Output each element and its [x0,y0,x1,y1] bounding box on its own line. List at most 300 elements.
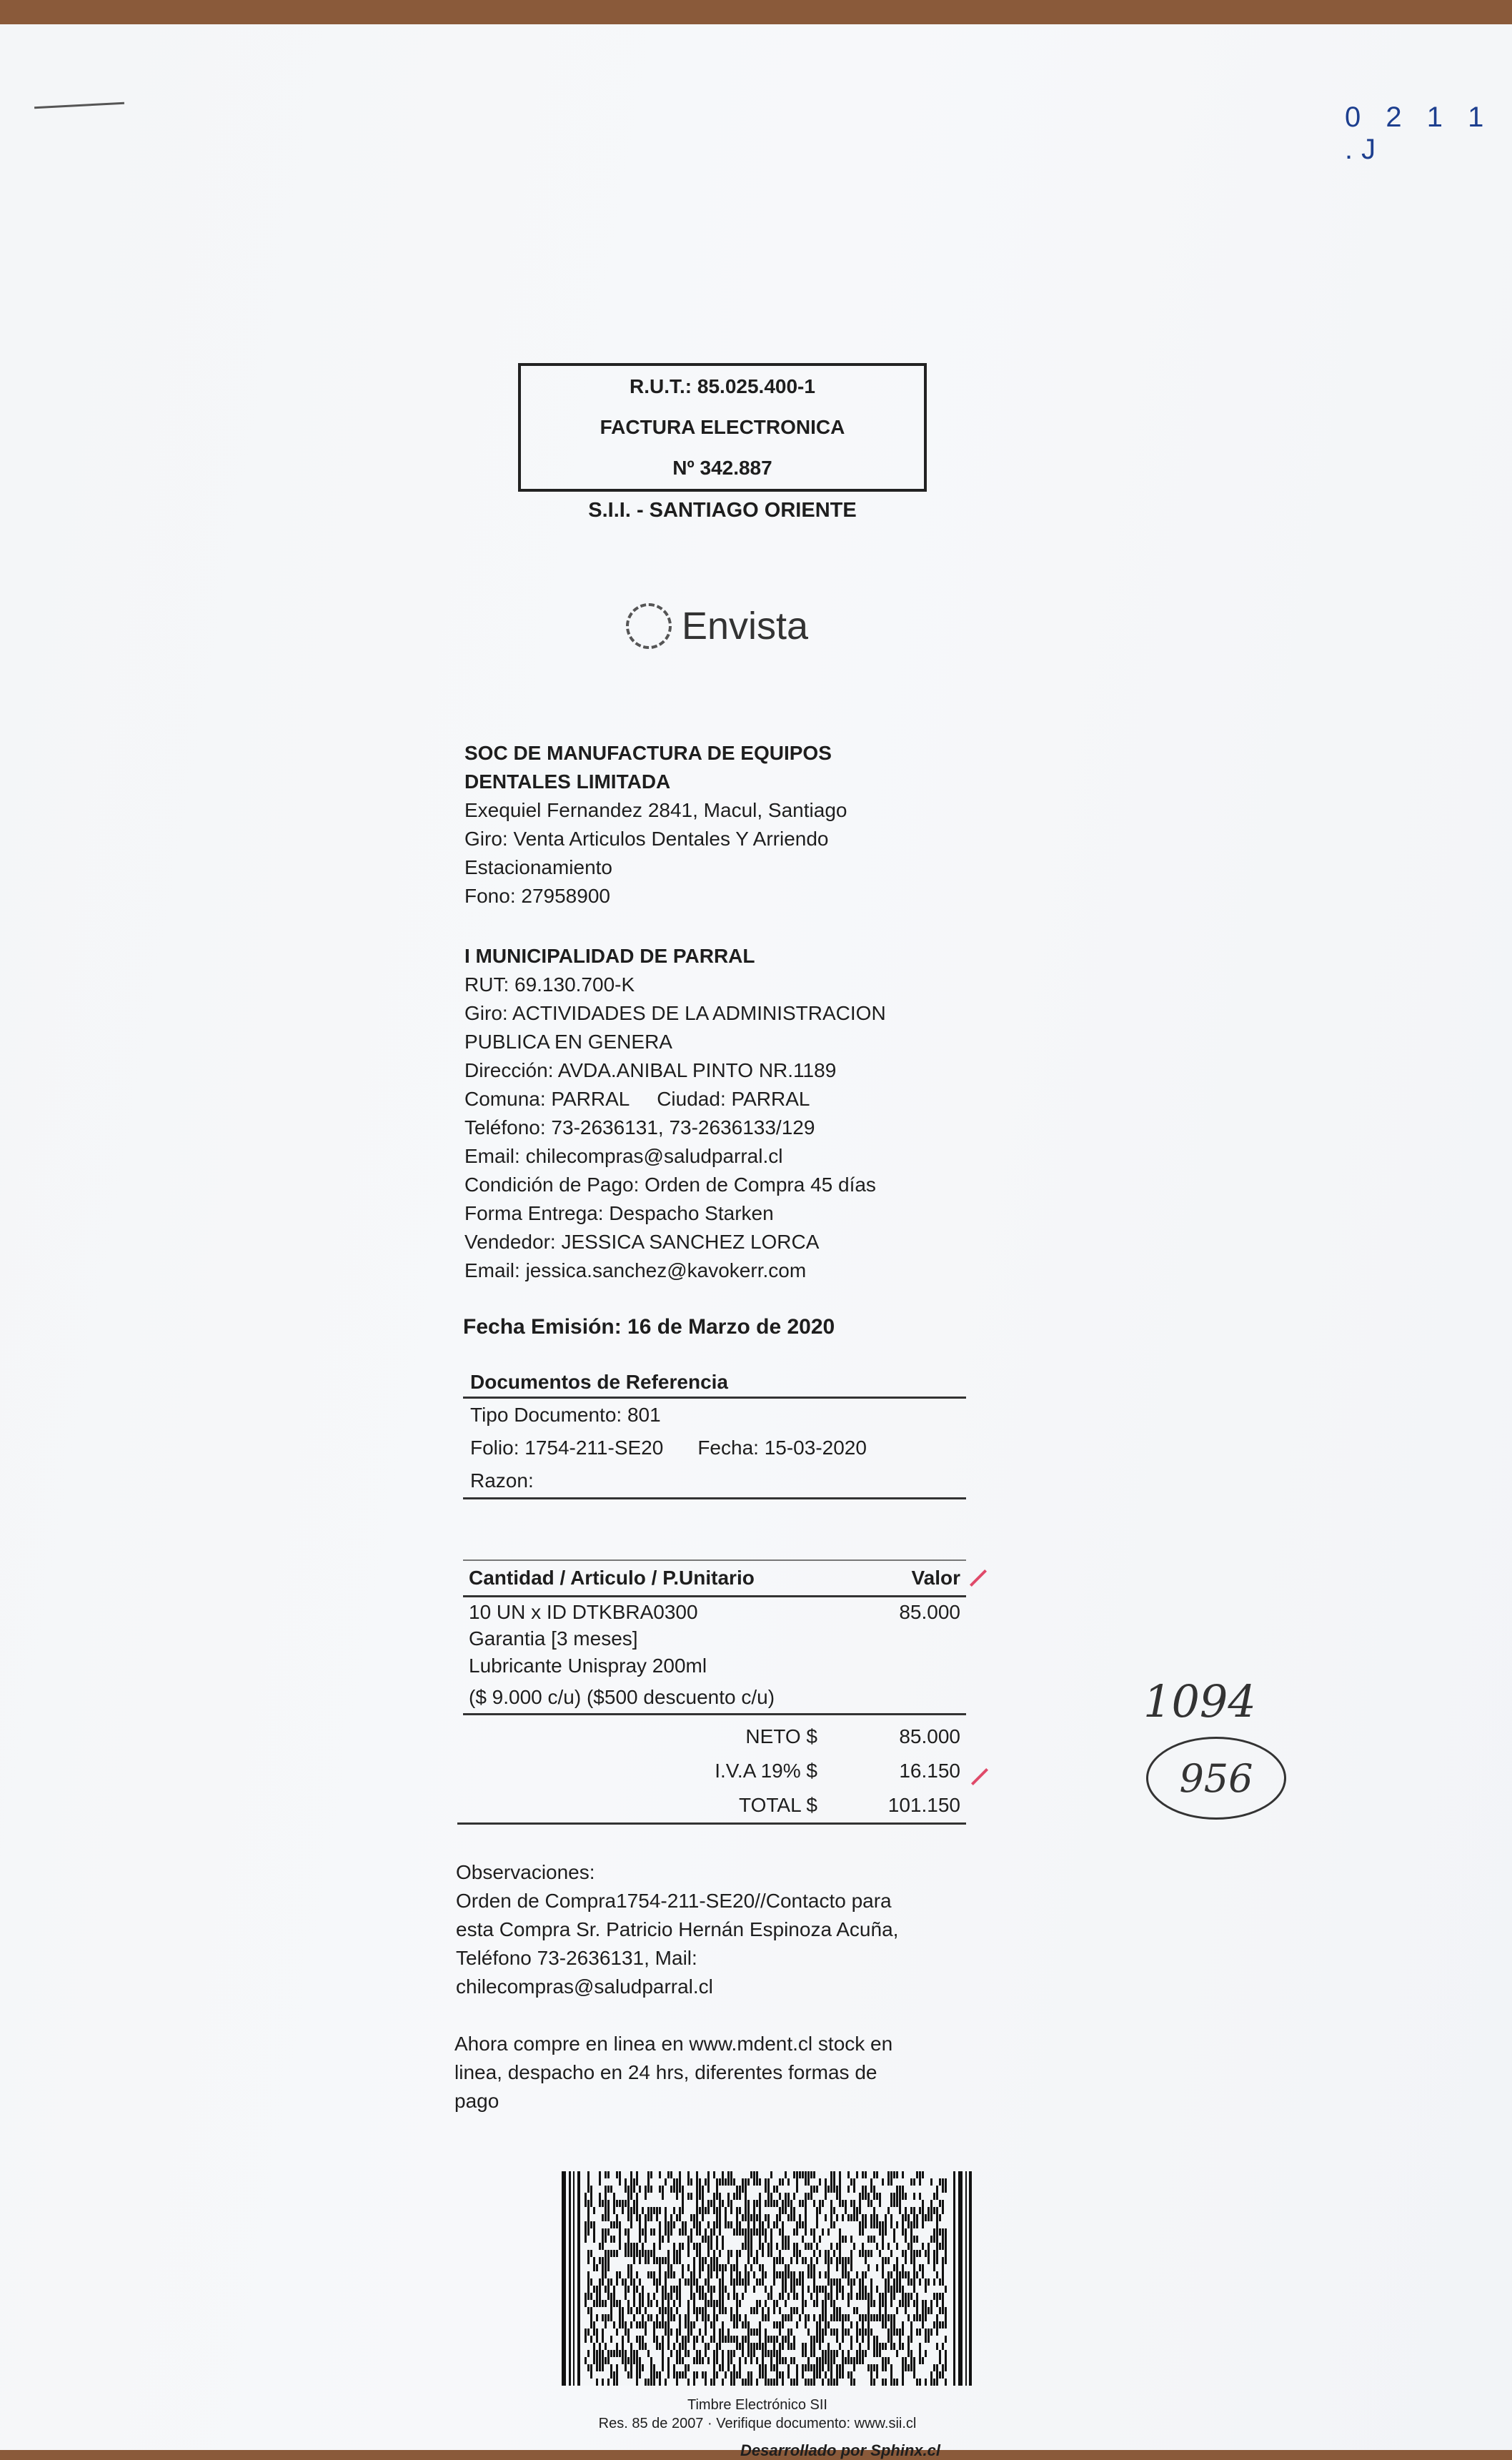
barcode-module [696,2214,698,2221]
barcode-module [673,2300,675,2307]
barcode-module [730,2271,732,2278]
barcode-module [842,2286,844,2293]
barcode-module [853,2178,855,2186]
barcode-module [762,2343,764,2350]
barcode-module [705,2236,707,2243]
barcode-module [833,2221,835,2228]
barcode-module [719,2228,721,2236]
barcode-module [753,2221,755,2228]
barcode-module [607,2286,610,2293]
barcode-module [782,2207,784,2214]
barcode-module [693,2321,695,2328]
barcode-module [713,2357,715,2364]
barcode-module [742,2336,744,2343]
barcode-module [619,2314,621,2321]
barcode-module [702,2207,704,2214]
barcode-module [685,2350,687,2357]
barcode-module [605,2300,607,2307]
barcode-module [862,2278,864,2286]
barcode-module [859,2314,861,2321]
barcode-module [619,2300,621,2307]
referencia-block [463,1368,966,1499]
barcode-module [699,2243,701,2250]
barcode-module [573,2171,575,2386]
barcode-module [659,2321,661,2328]
barcode-module [933,2364,935,2371]
doc-type: FACTURA ELECTRONICA [600,415,845,438]
barcode-module [936,2300,938,2307]
barcode-module [885,2286,887,2293]
barcode-module [707,2264,710,2271]
barcode-module [696,2350,698,2357]
barcode-module [776,2350,778,2357]
issuer-name-2: DENTALES LIMITADA [464,770,671,793]
barcode-module [613,2300,615,2307]
barcode-module [836,2186,838,2193]
barcode-module [730,2350,732,2357]
barcode-module [613,2371,615,2379]
barcode-module [593,2236,595,2243]
barcode-module [639,2257,641,2264]
barcode-module [613,2236,615,2243]
barcode-module [730,2357,732,2364]
barcode-module [890,2300,892,2307]
barcode-module [627,2286,630,2293]
barcode-module [633,2200,635,2207]
barcode-module [767,2200,770,2207]
barcode-module [665,2278,667,2286]
barcode-module [742,2243,744,2250]
barcode-module [787,2328,790,2336]
barcode-module [659,2257,661,2264]
barcode-module [665,2379,667,2386]
barcode-module [810,2379,812,2386]
barcode-module [616,2271,618,2278]
barcode-module [759,2207,761,2214]
barcode-module [865,2257,867,2264]
barcode-module [645,2328,647,2336]
barcode-module [876,2314,878,2321]
barcode-module [873,2336,875,2343]
barcode-module [716,2357,718,2364]
item-line-2: Garantia [3 meses] [469,1627,638,1650]
barcode-module [627,2328,630,2336]
barcode-module [916,2214,918,2221]
barcode-module [787,2343,790,2350]
barcode-module [662,2193,664,2200]
barcode-module [616,2379,618,2386]
barcode-module [662,2286,664,2293]
barcode-module [876,2171,878,2178]
barcode-module [645,2307,647,2314]
barcode-module [850,2321,852,2328]
barcode-module [682,2357,684,2364]
barcode-module [945,2307,947,2314]
barcode-module [685,2321,687,2328]
barcode-module [939,2350,941,2357]
barcode-module [945,2236,947,2243]
barcode-module [656,2214,658,2221]
barcode-module [713,2350,715,2357]
barcode-module [687,2364,690,2371]
barcode-module [893,2171,895,2178]
barcode-module [905,2257,907,2264]
barcode-module [653,2257,655,2264]
barcode-module [622,2357,624,2364]
barcode-module [636,2307,638,2314]
barcode-module [782,2357,784,2364]
barcode-module [859,2350,861,2357]
barcode-module [805,2228,807,2236]
barcode-module [699,2193,701,2200]
barcode-module [896,2307,898,2314]
barcode-module [625,2357,627,2364]
barcode-module [827,2278,830,2286]
barcode-module [847,2314,850,2321]
barcode-module [939,2293,941,2300]
barcode-module [925,2307,927,2314]
barcode-module [733,2350,735,2357]
barcode-module [627,2271,630,2278]
barcode-module [882,2257,884,2264]
barcode-module [893,2278,895,2286]
barcode-module [907,2271,910,2278]
barcode-module [945,2228,947,2236]
barcode-module [862,2193,864,2200]
barcode-module [647,2186,650,2193]
barcode-module [596,2357,598,2364]
barcode-module [733,2264,735,2271]
barcode-module [610,2278,612,2286]
barcode-module [722,2243,724,2250]
barcode-module [782,2343,784,2350]
barcode-module [716,2257,718,2264]
barcode-module [885,2300,887,2307]
barcode-module [773,2364,775,2371]
iva-row [457,1754,966,1788]
barcode-module [859,2343,861,2350]
barcode-module [639,2278,641,2286]
barcode-module [856,2328,858,2336]
observaciones-title: Observaciones: [456,1861,595,1883]
barcode-module [707,2343,710,2350]
barcode-module [736,2336,738,2343]
barcode-module [647,2300,650,2307]
barcode-module [730,2250,732,2257]
barcode-module [770,2250,772,2257]
barcode-module [722,2328,724,2336]
barcode-module [796,2228,798,2236]
barcode-module [722,2300,724,2307]
barcode-module [770,2236,772,2243]
barcode-module [587,2178,590,2186]
barcode-module [593,2207,595,2214]
barcode-module [687,2171,690,2178]
barcode-module [665,2178,667,2186]
barcode-module [645,2193,647,2200]
barcode-module [716,2314,718,2321]
barcode-module [890,2328,892,2336]
barcode-module [679,2293,681,2300]
barcode-module [633,2350,635,2357]
barcode-module [616,2371,618,2379]
company-logo [626,603,808,649]
barcode-module [736,2371,738,2379]
issuer-name-1: SOC DE MANUFACTURA DE EQUIPOS [464,742,832,764]
barcode-module [936,2271,938,2278]
barcode-module [807,2364,810,2371]
barcode-module [893,2343,895,2350]
barcode-module [779,2357,781,2364]
barcode-module [887,2207,890,2214]
barcode-module [896,2278,898,2286]
barcode-module [696,2314,698,2321]
barcode-module [825,2321,827,2328]
barcode-module [645,2343,647,2350]
barcode-module [907,2221,910,2228]
barcode-module [936,2236,938,2243]
barcode-module [865,2350,867,2357]
barcode-module [667,2228,670,2236]
issuer-giro-2: Estacionamiento [464,856,613,878]
barcode-module [876,2221,878,2228]
barcode-module [762,2271,764,2278]
barcode-module [893,2286,895,2293]
barcode-module [616,2343,618,2350]
barcode-module [810,2350,812,2357]
barcode-module [782,2243,784,2250]
barcode-module [830,2293,832,2300]
barcode-module [642,2250,644,2257]
barcode-module [707,2278,710,2286]
barcode-module [767,2186,770,2193]
barcode-module [779,2193,781,2200]
barcode-module [747,2321,750,2328]
barcode-module [625,2243,627,2250]
barcode-module [756,2328,758,2336]
barcode-module [787,2271,790,2278]
barcode-module [830,2257,832,2264]
barcode-module [862,2336,864,2343]
barcode-module [707,2286,710,2293]
barcode-module [939,2214,941,2221]
barcode-module [785,2278,787,2286]
customer-telefono: Teléfono: 73-2636131, 73-2636133/129 [464,1116,815,1139]
barcode-module [936,2343,938,2350]
barcode-module [676,2186,678,2193]
barcode-module [856,2336,858,2343]
barcode-module [885,2357,887,2364]
barcode-module [905,2271,907,2278]
barcode-module [805,2350,807,2357]
barcode-module [785,2236,787,2243]
barcode-module [819,2286,821,2293]
barcode-module [913,2257,915,2264]
barcode-module [702,2193,704,2200]
barcode-module [596,2364,598,2371]
barcode-module [679,2214,681,2221]
barcode-module [913,2193,915,2200]
barcode-module [933,2228,935,2236]
barcode-module [902,2357,904,2364]
barcode-module [902,2250,904,2257]
barcode-module [896,2193,898,2200]
barcode-module [627,2300,630,2307]
observaciones-line-4: chilecompras@saludparral.cl [456,1975,713,1998]
barcode-module [850,2286,852,2293]
barcode-module [687,2264,690,2271]
barcode-module [773,2221,775,2228]
barcode-module [776,2336,778,2343]
barcode-module [796,2186,798,2193]
neto-row [457,1720,966,1754]
barcode-module [613,2221,615,2228]
barcode-module [647,2171,650,2178]
barcode-module [742,2350,744,2357]
barcode-module [836,2257,838,2264]
barcode-module [696,2243,698,2250]
barcode-module [958,2171,963,2386]
barcode-module [659,2243,661,2250]
barcode-module [767,2314,770,2321]
barcode-module [590,2321,592,2328]
barcode-module [867,2264,870,2271]
barcode-module [850,2214,852,2221]
barcode-module [945,2257,947,2264]
barcode-module [787,2178,790,2186]
timbre-label: Timbre Electrónico SII [687,2397,827,2413]
barcode-module [605,2343,607,2350]
barcode-module [587,2350,590,2357]
barcode-module [690,2286,692,2293]
barcode-module [747,2221,750,2228]
barcode-module [887,2178,890,2186]
barcode-module [842,2321,844,2328]
barcode-module [907,2314,910,2321]
barcode-module [890,2379,892,2386]
barcode-module [727,2257,730,2264]
barcode-module [870,2221,872,2228]
barcode-module [599,2171,601,2178]
rut-box [518,363,927,492]
barcode-module [607,2350,610,2357]
barcode-module [607,2314,610,2321]
barcode-module [807,2171,810,2178]
barcode-module [870,2178,872,2186]
barcode-module [773,2321,775,2328]
barcode-module [890,2321,892,2328]
barcode-module [727,2221,730,2228]
barcode-module [702,2214,704,2221]
barcode-module [765,2178,767,2186]
barcode-module [785,2300,787,2307]
barcode-module [707,2171,710,2178]
barcode-module [785,2336,787,2343]
barcode-module [767,2350,770,2357]
barcode-module [596,2300,598,2307]
barcode-module [605,2321,607,2328]
barcode-module [919,2379,921,2386]
barcode-module [667,2171,670,2178]
barcode-module [810,2257,812,2264]
barcode-module [622,2307,624,2314]
barcode-module [827,2343,830,2350]
barcode-module [836,2379,838,2386]
barcode-module [779,2371,781,2379]
barcode-module [796,2379,798,2386]
barcode-module [616,2221,618,2228]
barcode-module [719,2300,721,2307]
barcode-module [653,2271,655,2278]
barcode-module [916,2271,918,2278]
barcode-module [856,2214,858,2221]
barcode-module [913,2221,915,2228]
barcode-module [819,2250,821,2257]
barcode-module [602,2257,604,2264]
barcode-module [710,2257,712,2264]
barcode-module [782,2379,784,2386]
barcode-module [893,2264,895,2271]
barcode-module [676,2357,678,2364]
barcode-module [647,2271,650,2278]
barcode-module [739,2364,741,2371]
barcode-module [607,2228,610,2236]
check-mark [970,1569,987,1587]
barcode-module [727,2364,730,2371]
barcode-module [633,2286,635,2293]
barcode-module [659,2278,661,2286]
barcode-module [742,2178,744,2186]
barcode-module [699,2228,701,2236]
barcode-module [802,2350,804,2357]
barcode-module [756,2357,758,2364]
barcode-module [827,2364,830,2371]
barcode-module [936,2379,938,2386]
barcode-module [756,2343,758,2350]
barcode-module [630,2221,632,2228]
barcode-module [782,2257,784,2264]
barcode-module [793,2293,795,2300]
barcode-module [593,2286,595,2293]
barcode-module [865,2186,867,2193]
check-mark [971,1768,988,1785]
barcode-module [707,2236,710,2243]
barcode-module [699,2221,701,2228]
barcode-module [750,2379,752,2386]
barcode-module [736,2193,738,2200]
barcode-module [607,2250,610,2257]
barcode-module [696,2171,698,2178]
barcode-module [873,2350,875,2357]
barcode-module [862,2271,864,2278]
barcode-module [673,2250,675,2257]
barcode-module [610,2314,612,2321]
barcode-module [616,2350,618,2357]
barcode-module [607,2379,610,2386]
issuer-giro-1: Giro: Venta Articulos Dentales Y Arriendo [464,828,829,850]
barcode-module [813,2286,815,2293]
barcode-module [722,2171,724,2178]
barcode-module [585,2228,587,2236]
barcode-module [873,2186,875,2193]
barcode-module [665,2271,667,2278]
barcode-module [707,2300,710,2307]
barcode-module [710,2264,712,2271]
barcode-module [842,2328,844,2336]
barcode-module [705,2321,707,2328]
barcode-module [945,2243,947,2250]
barcode-module [642,2343,644,2350]
